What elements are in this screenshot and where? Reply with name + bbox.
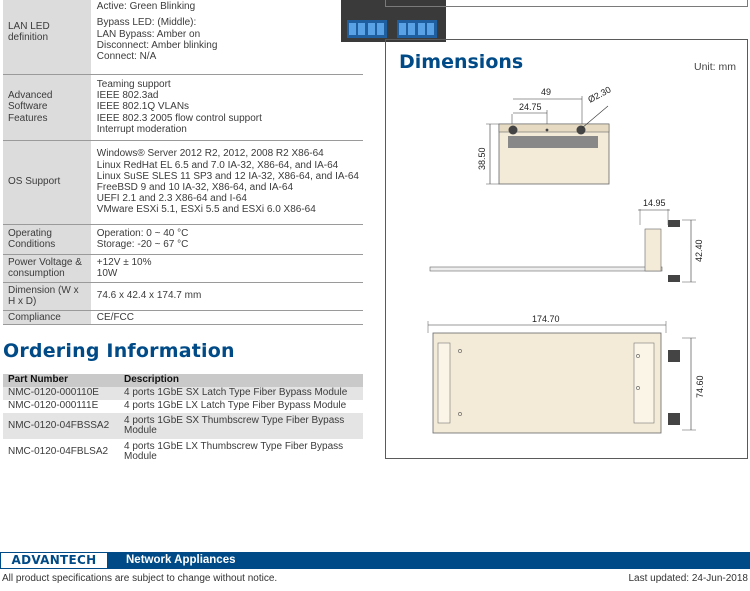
dimensions-unit: Unit: mm [694,61,736,73]
spec-line: Storage: -20 ~ 67 °C [96,239,189,250]
spec-line: Operation: 0 ~ 40 °C [96,227,189,239]
spec-line: IEEE 802.1Q VLANs [96,101,190,113]
ordering-row [3,413,363,439]
spec-line: FreeBSD 9 and 10 IA-32, X86-64, and IA-64 [96,182,294,193]
part-number: NMC-0120-04FBLSA2 [8,445,109,457]
ordering-header-desc: Description [119,374,363,387]
spec-line: LAN Bypass: Amber on [96,28,201,40]
spec-value [91,282,363,310]
part-description: 4 ports 1GbE LX Latch Type Fiber Bypass Module [124,400,347,412]
spec-label: LAN LED definition [3,0,91,74]
dimension-drawing [386,40,749,460]
part-description: 4 ports 1GbE LX Thumbscrew Type Fiber Bypass Module [124,440,344,462]
ordering-row [3,439,363,465]
spec-label: OS Support [3,140,91,224]
top-view [428,314,705,433]
ordering-table [3,374,363,465]
spec-line: Disconnect: Amber blinking [96,39,218,51]
spec-line: Active: Green Blinking [96,1,196,13]
spec-value [91,310,363,324]
brand-logo: ADVANTECH [0,552,108,569]
spec-line: Windows® Server 2012 R2, 2012, 2008 R2 X86-64 [96,148,324,160]
spec-label: Dimension (W x H x D) [3,282,91,310]
part-description: 4 ports 1GbE SX Thumbscrew Type Fiber Bypass Module [119,413,363,439]
footer-section-title: Network Appliances [126,554,236,566]
spec-label: Advanced Software Features [3,74,91,140]
spec-row-operating [3,224,363,254]
spec-row-os [3,140,363,224]
part-number: NMC-0120-04FBSSA2 [3,413,119,439]
ordering-header-part: Part Number [3,374,119,387]
part-number: NMC-0120-000111E [8,400,99,412]
footer-last-updated: Last updated: 24-Jun-2018 [628,573,748,584]
ordering-row [3,387,363,400]
ordering-title: Ordering Information [3,340,235,362]
ordering-header-row [3,374,363,387]
spec-value [91,224,363,254]
spec-line: Interrupt moderation [96,123,187,135]
dim-label: 49 [541,87,552,97]
spec-line: CE/FCC [96,311,135,323]
part-number: NMC-0120-000110E [3,387,119,400]
dim-label: 42.40 [694,239,704,262]
ordering-row [3,400,363,413]
spec-row-compliance [3,310,363,324]
spec-line: VMware ESXi 5.1, ESXi 5.5 and ESXi 6.0 X86-64 [96,204,316,216]
spec-label: Compliance [3,310,91,324]
spec-line: IEEE 802.3 2005 flow control support [96,112,262,124]
spec-row-power [3,254,363,282]
spec-table [3,0,363,325]
dimensions-title: Dimensions [399,51,524,73]
dim-label: Ø2.30 [586,84,613,105]
dim-label: 174.70 [532,314,560,324]
spec-label: Power Voltage & consumption [3,254,91,282]
footer-disclaimer: All product specifications are subject to change without notice. [2,573,278,584]
spec-line: Linux SuSE SLES 11 SP3 and 12 IA-32, X86-64, and IA-64 [96,170,359,182]
dim-label: 24.75 [519,102,542,112]
spec-value [91,0,363,74]
spec-row-lan-led [3,0,363,74]
side-view [430,198,704,282]
spec-value [91,74,363,140]
spec-line: +12V ± 10% [96,256,152,268]
dim-label: 14.95 [643,198,666,208]
previous-figure-frame [385,0,748,7]
spec-label: Operating Conditions [3,224,91,254]
spec-value [91,140,363,224]
footer-bar [0,552,750,569]
spec-row-dimension [3,282,363,310]
dim-label: 74.60 [695,375,705,398]
spec-line: Linux RedHat EL 6.5 and 7.0 IA-32, X86-64, and IA-64 [96,159,339,171]
spec-line: 74.6 x 42.4 x 174.7 mm [96,290,202,302]
spec-row-software [3,74,363,140]
spec-line: UEFI 2.1 and 2.3 X86-64 and I-64 [96,193,247,205]
dimensions-panel [385,39,748,459]
part-description: 4 ports 1GbE SX Latch Type Fiber Bypass Module [119,387,363,400]
front-view [477,84,613,184]
spec-line: IEEE 802.3ad [96,90,159,102]
spec-line: 10W [96,268,118,279]
dim-label: 38.50 [477,147,487,170]
spec-line: Bypass LED: (Middle): [96,17,197,29]
spec-value [91,254,363,282]
spec-line: Connect: N/A [96,51,157,63]
spec-line: Teaming support [96,78,171,90]
